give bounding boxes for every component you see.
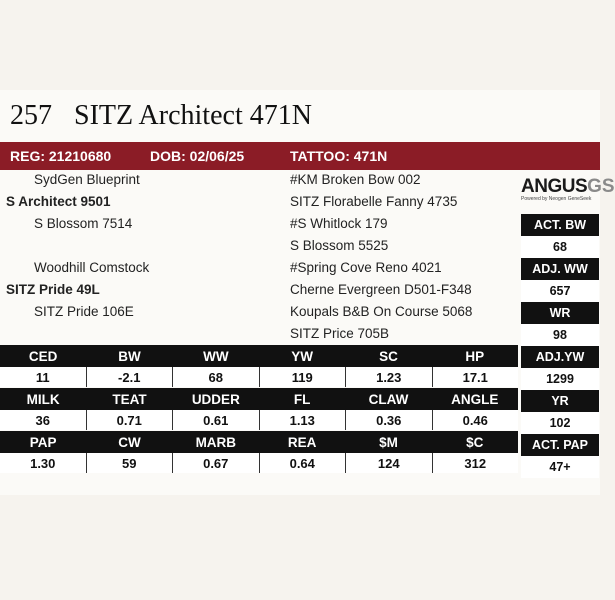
pedigree-ancestor-6: Cherne Evergreen D501-F348: [290, 282, 472, 297]
pedigree-ancestor-7: Koupals B&B On Course 5068: [290, 304, 473, 319]
epd-value: 312: [464, 455, 487, 471]
adj-ww-value: 657: [521, 280, 599, 302]
pedigree-sire-sire: SydGen Blueprint: [34, 172, 140, 187]
pedigree-dam: SITZ Pride 49L: [6, 282, 100, 297]
pedigree-sire: S Architect 9501: [6, 194, 111, 209]
epd-value: 0.61: [173, 410, 260, 430]
epd-header: WW: [203, 348, 229, 364]
adj-yw-label: ADJ.YW: [521, 346, 599, 368]
epd-value: 11: [0, 367, 87, 387]
epd-header: $M: [379, 434, 398, 450]
epd-value: 36: [0, 410, 87, 430]
epd-header: HP: [465, 348, 485, 364]
epd-header: CLAW: [368, 391, 409, 407]
epd-value: 0.67: [173, 453, 260, 473]
epd-header: $C: [466, 434, 484, 450]
pedigree-ancestor-4: S Blossom 5525: [290, 238, 389, 253]
epd-value: 0.64: [260, 453, 347, 473]
epd-header: TEAT: [112, 391, 147, 407]
epd-header: FL: [293, 391, 311, 407]
epd-value-row: [0, 410, 518, 430]
epd-value: 119: [260, 367, 347, 387]
lot-header: [10, 100, 312, 136]
wr-label: WR: [521, 302, 599, 324]
epd-header-row: [0, 431, 518, 453]
yr-value: 102: [521, 412, 599, 434]
pedigree-ancestor-8: SITZ Price 705B: [290, 326, 390, 341]
epd-header: MILK: [26, 391, 60, 407]
epd-header: REA: [287, 434, 317, 450]
tattoo: TATTOO: 471N: [290, 148, 388, 164]
epd-value: 1.13: [260, 410, 347, 430]
registration-number: REG: 21210680: [10, 148, 112, 164]
wr-value: 98: [521, 324, 599, 346]
lot-number: 257: [10, 100, 52, 131]
epd-header-row: [0, 388, 518, 410]
epd-value-row: [0, 453, 518, 473]
act-bw-value: 68: [521, 236, 599, 258]
pedigree-dam-dam: SITZ Pride 106E: [34, 304, 134, 319]
epd-value: 0.71: [87, 410, 174, 430]
pedigree-ancestor-3: #S Whitlock 179: [290, 216, 388, 231]
epd-value: 59: [87, 453, 174, 473]
epd-header: CED: [28, 348, 58, 364]
epd-value: 0.46: [462, 412, 488, 428]
act-pap-value: 47+: [521, 456, 599, 478]
epd-header: BW: [118, 348, 141, 364]
epd-value-row: [0, 367, 518, 387]
adj-yw-value: 1299: [521, 368, 599, 390]
epd-value: -2.1: [87, 367, 174, 387]
epd-header: ANGLE: [451, 391, 499, 407]
pedigree-ancestor-5: #Spring Cove Reno 4021: [290, 260, 442, 275]
angus-gs-logo: ANGUSGS Powered by Neogen GeneSeek: [521, 176, 615, 202]
pedigree-ancestor-2: SITZ Florabelle Fanny 4735: [290, 194, 458, 209]
epd-value: 0.36: [346, 410, 433, 430]
epd-value: 68: [173, 367, 260, 387]
column-divider: [518, 214, 521, 478]
epd-header-row: [0, 345, 518, 367]
act-bw-label: ACT. BW: [521, 214, 599, 236]
yr-label: YR: [521, 390, 599, 412]
date-of-birth: DOB: 02/06/25: [150, 148, 245, 164]
id-bar: [0, 142, 600, 170]
epd-value: 17.1: [462, 369, 488, 385]
epd-value: 124: [346, 453, 433, 473]
act-pap-label: ACT. PAP: [521, 434, 599, 456]
epd-header: PAP: [29, 434, 57, 450]
adj-ww-label: ADJ. WW: [521, 258, 599, 280]
epd-header: CW: [118, 434, 141, 450]
epd-header: MARB: [195, 434, 237, 450]
pedigree-sire-dam: S Blossom 7514: [34, 216, 133, 231]
epd-value: 1.23: [346, 367, 433, 387]
epd-header: UDDER: [191, 391, 240, 407]
epd-header: YW: [291, 348, 314, 364]
epd-header: SC: [379, 348, 398, 364]
pedigree-dam-sire: Woodhill Comstock: [34, 260, 150, 275]
pedigree-ancestor-1: #KM Broken Bow 002: [290, 172, 421, 187]
animal-name: SITZ Architect 471N: [74, 100, 312, 131]
epd-value: 1.30: [0, 453, 87, 473]
